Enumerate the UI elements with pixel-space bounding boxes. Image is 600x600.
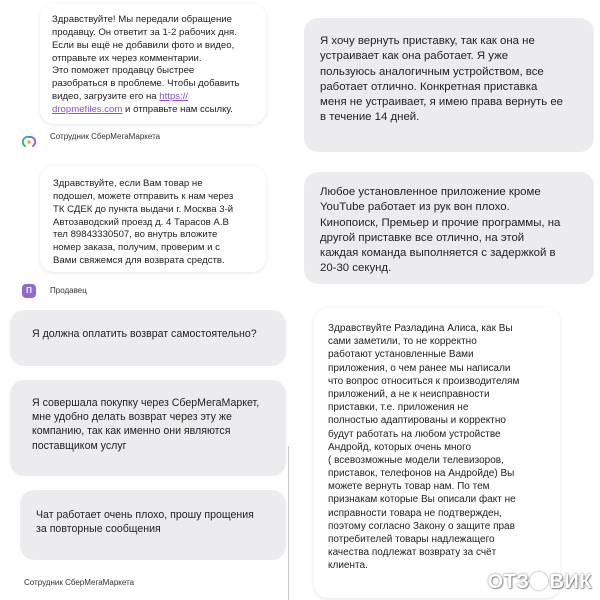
message-line: сами заметили, то не корректно — [328, 336, 477, 348]
message-line: Вами свяжемся для возврата средств. — [53, 255, 225, 267]
message-line: Кинопоиск, Премьер и прочие программы, на — [320, 216, 561, 229]
message-text: видео, загрузите его на — [52, 91, 160, 103]
message-line: Это поможет продавцу быстрее — [52, 65, 195, 77]
seller-avatar: П — [22, 284, 36, 298]
user-message-bubble — [20, 490, 286, 560]
message-line: пользуюсь аналогичным устройством, все — [320, 65, 544, 78]
sender-name: Сотрудник СберМегаМаркета — [50, 132, 161, 141]
message-line: работают установленные Вами — [328, 349, 474, 361]
message-text: и отправьте нам ссылку. — [122, 103, 233, 115]
message-line — [52, 104, 254, 117]
message-line: за повторные сообщения — [36, 523, 161, 536]
message-line: Любое установленное приложение кроме — [320, 186, 541, 198]
user-message-bubble — [304, 18, 594, 152]
message-line: номер заказа, получим, проверим и с — [53, 242, 220, 254]
message-line: что вопрос относиться к производителям — [328, 375, 520, 387]
message-line: продавцу. Он ответит за 1-2 рабочих дня. — [52, 26, 237, 38]
message-line: Чат работает очень плохо, прошу прощения — [36, 509, 254, 521]
panel-bottom-right — [300, 300, 600, 600]
message-line: меня не устраивает, я имею права вернуть ее — [320, 96, 563, 109]
panel-top-right — [300, 0, 600, 300]
user-message-bubble — [10, 310, 286, 366]
message-line: клиента. — [328, 560, 368, 572]
message-line: другой приставке все отлично, на этой — [320, 231, 525, 244]
watermark-circle-icon — [530, 572, 548, 590]
message-line: качества подлежат возврату за счёт — [328, 547, 497, 559]
message-line: поэтому согласно Закону о защите прав — [328, 520, 515, 532]
message-line: в течение 14 дней. — [320, 111, 420, 124]
message-line: исправности товара не подтвержден, — [328, 507, 502, 519]
message-line: Если вы ещё не добавили фото и видео, — [52, 39, 235, 51]
message-line: подошел, можете отправить к нам через — [53, 190, 234, 202]
message-line: можете вернуть товар нам. По тем — [328, 481, 490, 493]
message-line: разобраться в проблеме. Чтобы добавить — [52, 78, 240, 90]
message-line: приставки, т.е. приложения не — [328, 402, 469, 414]
user-message-bubble — [304, 172, 594, 284]
message-line: Я совершала покупку через СберМегаМаркет, — [32, 397, 260, 409]
message-line: Я должна оплатить возврат самостоятельно? — [32, 328, 257, 340]
message-line: каждая команда выполняется с задержкой в — [320, 247, 556, 260]
message-line: мне удобно делать возврат через эту же — [32, 411, 232, 424]
support-message-bubble — [40, 4, 266, 124]
dropmefiles-link[interactable]: https:// — [159, 91, 189, 103]
message-line: устраивает как она работает. Я уже — [320, 50, 509, 63]
watermark-text: ОТЗ — [487, 571, 530, 593]
scrollbar[interactable] — [288, 446, 289, 600]
message-line: приложения, о чем ранее мы написали — [328, 362, 511, 374]
message-line: поставщиком услуг — [32, 439, 127, 452]
message-line: приложений, а не к неисправности — [328, 388, 490, 400]
message-line: полностью адаптированы и корректно — [328, 415, 506, 427]
sender-name: Сотрудник СберМегаМаркета — [24, 578, 135, 587]
seller-message-bubble — [40, 166, 266, 272]
seller-message-bubble — [314, 308, 560, 598]
message-line: приставок, телефонов на Андройде) Вы — [328, 468, 515, 480]
message-line: будут работать на любом устройстве — [328, 428, 501, 440]
panel-top-left — [0, 0, 300, 300]
dropmefiles-link-continued[interactable]: dropmefiles.com — [52, 103, 123, 115]
message-line: YouTube работает из рук вон плохо. — [320, 201, 510, 214]
message-line: компанию, так как именно они являются — [32, 425, 231, 438]
sender-name: Продавец — [50, 286, 87, 295]
message-line: работает отлично. Конкретная приставка — [320, 80, 538, 93]
message-line: ТК СДЕК до пункта выдачи г. Москва 3-й — [53, 203, 234, 215]
message-line: Здравствуйте! Мы передали обращение — [52, 14, 232, 25]
message-line: потребителей товары надлежащего — [328, 534, 495, 545]
message-line: 20-30 секунд. — [320, 262, 392, 275]
message-line: Здравствуйте Разладина Алиса, как Вы — [328, 323, 513, 334]
message-line: Андройд, которых очень много — [328, 441, 472, 453]
message-line: Автозаводский проезд д. 4 Тарасов А.В — [53, 216, 229, 228]
watermark-text: ВИК — [549, 571, 592, 593]
message-line: отправьте их через комментарии. — [52, 52, 202, 64]
message-line: Я хочу вернуть приставку, так как она не — [320, 35, 535, 47]
sbermegamarket-logo-icon — [22, 134, 36, 148]
message-line — [52, 91, 254, 104]
otzovik-watermark — [488, 571, 592, 594]
message-line: ( всевозможные модели телевизоров, — [328, 454, 504, 466]
message-line: Здравствуйте, если Вам товар не — [53, 178, 203, 189]
panel-bottom-left — [0, 300, 300, 600]
message-line: признакам которые Вы описали факт не — [328, 494, 516, 506]
user-message-bubble — [10, 380, 286, 476]
message-line: тел 89843330507, во внутрь вложите — [53, 229, 218, 241]
